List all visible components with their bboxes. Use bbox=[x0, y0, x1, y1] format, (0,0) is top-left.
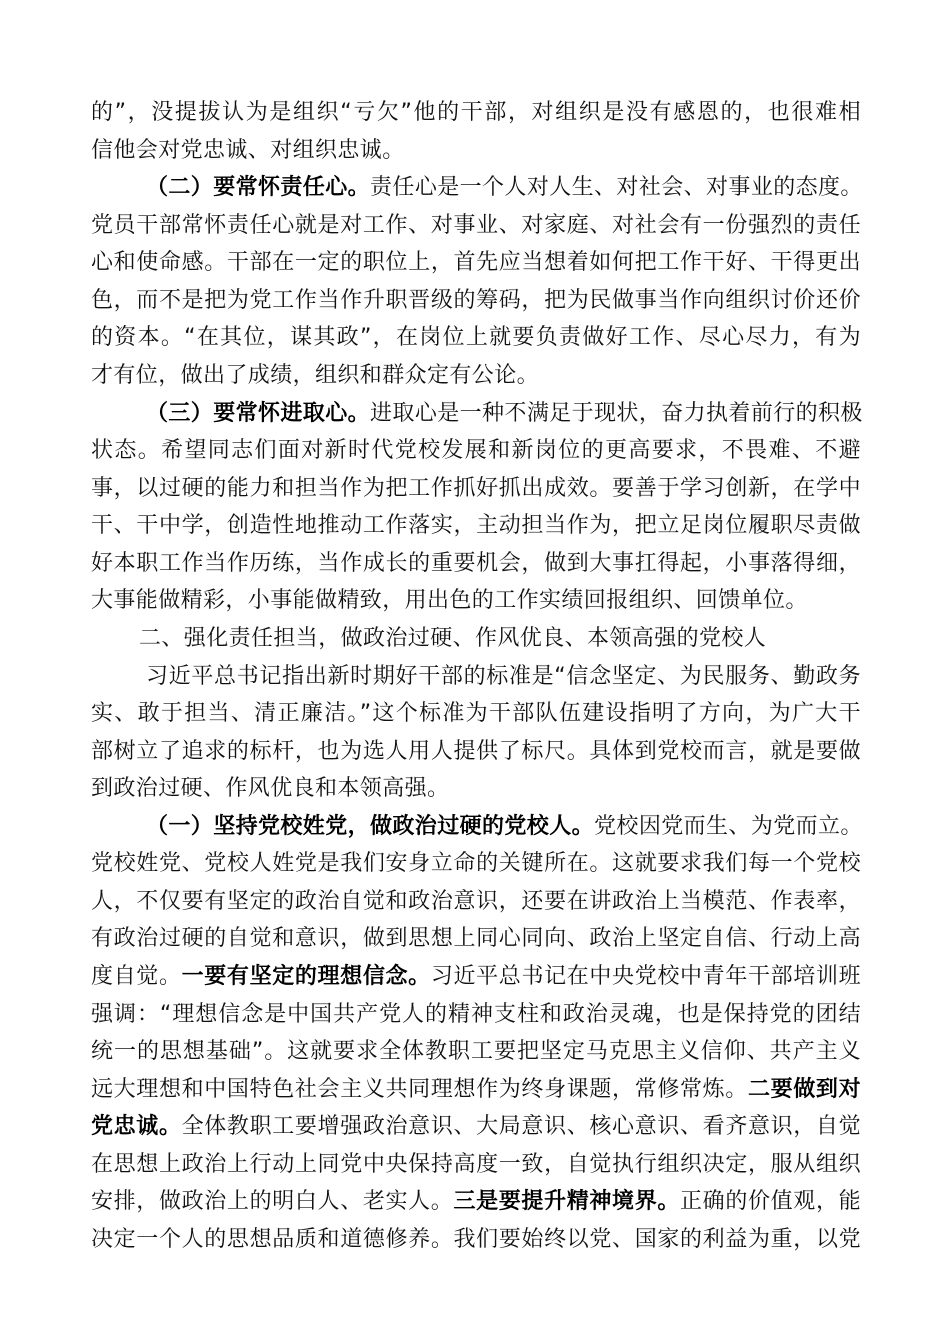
text-run: 党校因党而生、为党而立。 bbox=[594, 814, 863, 839]
text-line bbox=[91, 321, 861, 355]
text-run: 干、干中学，创造性地推动工作落实，主动担当作为，把立足岗位履职尽责做 bbox=[91, 513, 861, 538]
text-run: 才有位，做出了成绩，组织和群众定有公论。 bbox=[91, 363, 540, 388]
text-run: 全体教职工要增强政治意识、大局意识、核心意识、看齐意识，自觉 bbox=[181, 1114, 861, 1139]
section-heading-line bbox=[146, 810, 861, 844]
text-run: 统一的思想基础”。这就要求全体教职工要把坚定马克思主义信仰、共产主义 bbox=[91, 1039, 861, 1064]
text-run: 二、强化责任担当，做政治过硬、作风优良、本领高强的党校人 bbox=[139, 626, 767, 651]
text-line bbox=[91, 697, 861, 731]
text-line bbox=[91, 885, 861, 919]
text-run: 色，而不是把为党工作当作升职晋级的筹码，把为民做事当作向组织讨价还价 bbox=[91, 288, 861, 313]
bold-heading: 三是要提升精神境界。 bbox=[453, 1189, 681, 1214]
chapter-heading bbox=[139, 622, 861, 656]
text-run: 远大理想和中国特色社会主义共同理想作为终身课题，常修常炼。 bbox=[91, 1077, 748, 1102]
text-line bbox=[91, 509, 861, 543]
bold-heading: （一）坚持党校姓党，做政治过硬的党校人。 bbox=[146, 814, 595, 839]
text-line bbox=[91, 1110, 861, 1144]
text-run: 到政治过硬、作风优良和本领高强。 bbox=[91, 776, 450, 801]
bold-heading: （三）要常怀进取心。 bbox=[146, 401, 371, 426]
text-line bbox=[91, 1185, 861, 1219]
bold-heading: 二要做到对 bbox=[747, 1077, 861, 1102]
text-run: 党校姓党、党校人姓党是我们安身立命的关键所在。这就要求我们每一个党校 bbox=[91, 851, 861, 876]
text-line bbox=[91, 284, 861, 318]
text-run: 人，不仅要有坚定的政治自觉和政治意识，还要在讲政治上当模范、作表率， bbox=[91, 889, 861, 914]
text-line bbox=[91, 1148, 861, 1182]
text-run: 部树立了追求的标杆，也为选人用人提供了标尺。具体到党校而言，就是要做 bbox=[91, 739, 861, 764]
text-line bbox=[91, 1035, 861, 1069]
text-run: 习近平总书记指出新时期好干部的标准是“信念坚定、为民服务、勤政务 bbox=[146, 664, 861, 689]
bold-heading: 一要有坚定的理想信念。 bbox=[181, 964, 431, 989]
text-line bbox=[91, 998, 861, 1032]
text-run: 的资本。“在其位，谋其政”，在岗位上就要负责做好工作、尽心尽力，有为 bbox=[91, 325, 861, 350]
text-line bbox=[91, 434, 861, 468]
text-line bbox=[91, 359, 861, 393]
text-run: 强调：“理想信念是中国共产党人的精神支柱和政治灵魂，也是保持党的团结 bbox=[91, 1002, 861, 1027]
text-line bbox=[91, 547, 861, 581]
text-line bbox=[91, 584, 861, 618]
text-run: 进取心是一种不满足于现状，奋力执着前行的积极 bbox=[370, 401, 863, 426]
text-line bbox=[91, 922, 861, 956]
text-run: 事，以过硬的能力和担当作为把工作抓好抓出成效。要善于学习创新，在学中 bbox=[91, 476, 861, 501]
text-run: 习近平总书记在中央党校中青年干部培训班 bbox=[430, 964, 861, 989]
text-run: 正确的价值观，能 bbox=[680, 1189, 861, 1214]
text-run: 决定一个人的思想品质和道德修养。我们要始终以党、国家的利益为重，以党 bbox=[91, 1227, 861, 1252]
text-line bbox=[91, 1223, 861, 1257]
text-line bbox=[91, 772, 861, 806]
text-run: 在思想上政治上行动上同党中央保持高度一致，自觉执行组织决定，服从组织 bbox=[91, 1152, 861, 1177]
text-line bbox=[91, 472, 861, 506]
section-heading-line bbox=[146, 171, 861, 205]
text-run: 度自觉。 bbox=[91, 964, 182, 989]
text-line bbox=[91, 209, 861, 243]
text-run: 好本职工作当作历练，当作成长的重要机会，做到大事扛得起，小事落得细， bbox=[91, 551, 861, 576]
bold-heading: （二）要常怀责任心。 bbox=[146, 175, 371, 200]
text-run: 状态。希望同志们面对新时代党校发展和新岗位的更高要求，不畏难、不避 bbox=[91, 438, 861, 463]
text-run: 心和使命感。干部在一定的职位上，首先应当想着如何把工作干好、干得更出 bbox=[91, 250, 861, 275]
text-line bbox=[91, 96, 861, 130]
text-run: 责任心是一个人对人生、对社会、对事业的态度。 bbox=[370, 175, 863, 200]
text-run: 信他会对党忠诚、对组织忠诚。 bbox=[91, 138, 405, 163]
text-line bbox=[91, 735, 861, 769]
text-line bbox=[91, 1073, 861, 1107]
text-line bbox=[91, 847, 861, 881]
text-line bbox=[146, 660, 861, 694]
text-run: 的”，没提拔认为是组织“亏欠”他的干部，对组织是没有感恩的，也很难相 bbox=[91, 100, 861, 125]
text-run: 党员干部常怀责任心就是对工作、对事业、对家庭、对社会有一份强烈的责任 bbox=[91, 213, 861, 238]
text-run: 实、敢于担当、清正廉洁。”这个标准为干部队伍建设指明了方向，为广大干 bbox=[91, 701, 861, 726]
text-run: 安排，做政治上的明白人、老实人。 bbox=[91, 1189, 454, 1214]
text-line bbox=[91, 960, 861, 994]
bold-heading: 党忠诚。 bbox=[91, 1114, 182, 1139]
text-line bbox=[91, 246, 861, 280]
text-run: 有政治过硬的自觉和意识，做到思想上同心同向、政治上坚定自信、行动上高 bbox=[91, 926, 861, 951]
text-line bbox=[91, 134, 861, 168]
section-heading-line bbox=[146, 397, 861, 431]
text-run: 大事能做精彩，小事能做精致，用出色的工作实绩回报组织、回馈单位。 bbox=[91, 588, 808, 613]
